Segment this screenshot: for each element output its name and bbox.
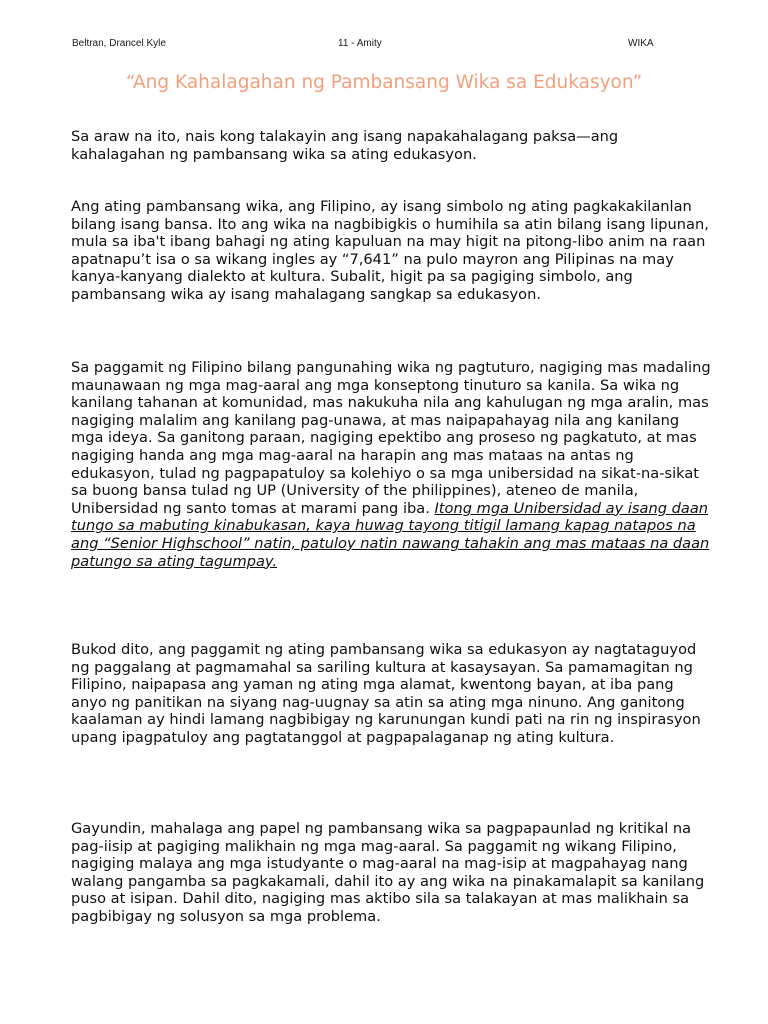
document-title: “Ang Kahalagahan ng Pambansang Wika sa Edukasyon” bbox=[125, 72, 643, 93]
paragraph-3 bbox=[71, 359, 711, 570]
header-author: Beltran, Drancel Kyle bbox=[72, 38, 166, 49]
paragraph-4: Bukod dito, ang paggamit ng ating pambansang wika sa edukasyon ay nagtataguyod ng paggalang at pagmamahal sa sariling kultura at kasaysayan. Sa pamamagitan ng Filipino, naipapasa ang yaman ng ating mga alamat, kwentong bayan, at iba pang anyo ng panitikan na siyang nag-uugnay sa atin sa ating mga ninuno. Ang ganitong kaalaman ay hindi lamang nagbibigay ng karunungan kundi pati na rin ng inspirasyon upang ipagpatuloy ang pagtatanggol at pagpapalaganap ng ating kultura. bbox=[71, 641, 701, 746]
paragraph-5: Gayundin, mahalaga ang papel ng pambansang wika sa pagpapaunlad ng kritikal na pag-iisip at pagiging malikhain ng mga mag-aaral. Sa paggamit ng wikang Filipino, nagiging malaya ang mga istudyante o mag-aaral na mag-isip at magpahayag nang walang pangamba sa pagkakamali, dahil ito ay ang wika na pinakamalapit sa kanilang puso at isipan. Dahil dito, nagiging mas aktibo sila sa talakayan at mas malikhain sa pagbibigay ng solusyon sa mga problema. bbox=[71, 820, 705, 925]
paragraph-1: Sa araw na ito, nais kong talakayin ang isang napakahalagang paksa—ang kahalagahan ng pambansang wika sa ating edukasyon. bbox=[71, 128, 619, 163]
page-header bbox=[72, 38, 696, 52]
header-subject: WIKA bbox=[628, 38, 654, 49]
header-section: 11 - Amity bbox=[338, 38, 382, 49]
paragraph-3-emphasis: Itong mga Unibersidad ay isang daan tungo sa mabuting kinabukasan, kaya huwag tayong titigil lamang kapag natapos na ang “Senior Highschool” natin, patuloy natin nawang tahakin ang mas mataas na daan patungo sa ating tagumpay. bbox=[71, 499, 710, 570]
paragraph-2: Ang ating pambansang wika, ang Filipino, ay isang simbolo ng ating pagkakakilanlan bilang isang bansa. Ito ang wika na nagbibigkis o humihila sa atin bilang isang lipunan, mula sa iba't ibang bahagi ng ating kapuluan na may higit na pitong-libo anim na raan apatnapu’t isa o sa wikang ingles ay “7,641” na pulo mayron ang Pilipinas na may kanya-kanyang dialekto at kultura. Subalit, higit pa sa pagiging simbolo, ang pambansang wika ay isang mahalagang sangkap sa edukasyon. bbox=[71, 198, 709, 303]
paragraph-3-main: Sa paggamit ng Filipino bilang pangunahing wika ng pagtuturo, nagiging mas madaling maunawaan ng mga mag-aaral ang mga konseptong tinuturo sa kanila. Sa wika ng kanilang tahanan at komunidad, mas nakukuha nila ang kahulugan ng mga aralin, mas nagiging malalim ang kanilang pag-unawa, at mas naipapahayag nila ang kanilang mga ideya. Sa ganitong paraan, nagiging epektibo ang proseso ng pagkatuto, at mas nagiging handa ang mga mag-aaral na harapin ang mas mataas na antas ng edukasyon, tulad ng pagpapatuloy sa kolehiyo o sa mga unibersidad na sikat-na-sikat sa buong bansa tulad ng UP (University of the philippines), ateneo de manila, Unibersidad ng santo tomas at marami pang iba. bbox=[71, 359, 711, 517]
